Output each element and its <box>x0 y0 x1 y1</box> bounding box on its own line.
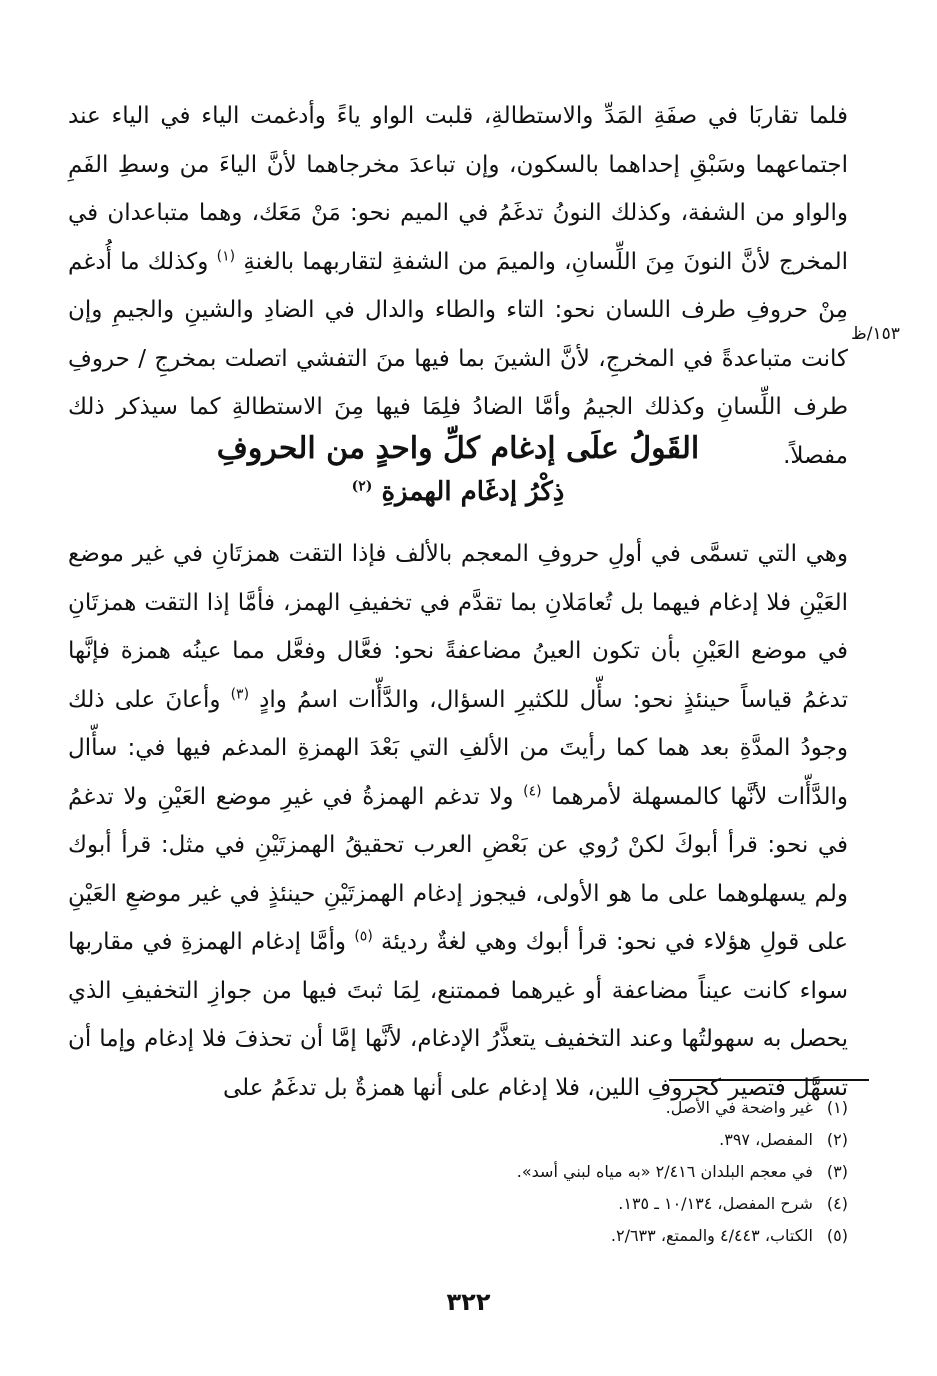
paragraph-1-text-a: فلما تقاربَا في صفَةِ المَدِّ والاستطالةِ، قلبت الواو ياءً وأدغمت الياء في الياء عند اجتماعهما وسَبْقِ إحداهما بالسكون، وإن تباعدَ مخرجاهما لأنَّ الياءَ من وسطِ الفَمِ والواو من الشفة، وكذلك النونُ تدغَمُ في الميم نحو: مَنْ مَعَك، وهما متباعدان في المخرج لأنَّ النونَ مِنَ اللِّسانِ، والميمَ من الشفةِ لتقاربهما بالغنةِ <box>68 103 849 275</box>
heading-sub-text: ذِكْرُ إدغَام الهمزةِ <box>381 477 565 507</box>
footnote-text: شرح المفصل، ١٠/١٣٤ ـ ١٣٥. <box>618 1194 813 1213</box>
footnote-ref-3: (٣) <box>230 685 250 702</box>
footnote-5 <box>68 1220 848 1252</box>
footnotes <box>68 1092 848 1252</box>
footnote-separator <box>669 1079 869 1081</box>
footnote-3 <box>68 1156 848 1188</box>
footnote-ref-2: (٢) <box>351 478 373 495</box>
footnote-2 <box>68 1124 848 1156</box>
footnote-text: المفصل، ٣٩٧. <box>719 1130 813 1149</box>
paragraph-1-text-b: وكذلك ما أُدغم مِنْ حروفِ طرف اللسان نحو: التاء والطاء والدال في الضادِ والشينِ والجيمِ وإن كانت متباعدةً في المخرجِ، لأنَّ الشينَ بما فيها منَ التفشي اتصلت بمخرجِ / حروفِ طرف اللِّسانِ وكذلك الجيمُ وأمَّا الضادُ فلِمَا فيها مِنَ الاستطالةِ كما سيذكر ذلك مفصلاً. <box>68 248 848 469</box>
footnote-4 <box>68 1188 848 1220</box>
footnote-number: (٣) <box>826 1162 848 1181</box>
paragraph-2-text-a: وهي التي تسمَّى في أولِ حروفِ المعجم بالألف فإذا التقت همزتَانِ في غير موضع العَيْنِ فلا إدغام فيهما بل تُعامَلانِ بما تقدَّم في تخفيفِ الهمز، فأمَّا إذا التقت همزتَانِ في موضع العَيْنِ بأن تكون العينُ مضاعفةً نحو: فعَّال وفعَّل مما عينُه همزة فإنَّها تدغمُ قياساً حينئذٍ نحو: سأّل للكثيرِ السؤال، والدَّأّات اسمُ وادٍ <box>68 541 849 713</box>
footnote-1 <box>68 1092 848 1124</box>
footnote-text: في معجم البلدان ٢/٤١٦ «به مياه لبني أسد». <box>516 1162 813 1181</box>
section-heading <box>68 426 848 512</box>
page-number: ٣٢٢ <box>446 1288 491 1316</box>
footnote-number: (١) <box>826 1098 848 1117</box>
heading-main: القَولُ علَى إدغام كلِّ واحدٍ من الحروفِ <box>216 431 700 466</box>
heading-sub <box>68 472 848 512</box>
footnote-text: غير واضحة في الأصل. <box>665 1098 813 1117</box>
paragraph-2-text-c: ولا تدغم الهمزةُ في غيرِ موضع العَيْنِ ولا تدغمُ في نحو: قرأ أبوكَ لكنْ رُوي عن بَعْضِ العرب تحقيقُ الهمزتَيْنِ في مثل: قرأ أبوك ولم يسهلوهما على ما هو الأولى، فيجوز إدغام الهمزتَيْنِ حينئذٍ في غير موضعِ العَيْنِ على قولِ هؤلاء في نحو: قرأ أبوك وهي لغةٌ رديئة <box>68 783 849 955</box>
main-text-block-2 <box>68 530 848 1112</box>
footnote-text: الكتاب، ٤/٤٤٣ والممتع، ٢/٦٣٣. <box>610 1226 813 1245</box>
margin-folio-note: ١٥٣/ظ <box>851 324 900 344</box>
footnote-ref-4: (٤) <box>523 782 542 799</box>
footnote-number: (٤) <box>826 1194 848 1213</box>
footnote-number: (٢) <box>826 1130 848 1149</box>
main-text-block-1 <box>68 92 848 480</box>
footnote-number: (٥) <box>826 1226 848 1245</box>
footnote-ref-1: (١) <box>216 247 236 264</box>
paragraph-2 <box>68 530 848 1112</box>
paragraph-2-text-d: وأمَّا إدغام الهمزةِ في مقاربها سواء كانت عيناً مضاعفة أو غيرهما فممتنع، لِمَا ثبتَ فيها من جوازِ التخفيفِ الذي يحصل به سهولتُها وعند التخفيف يتعذَّرُ الإدغام، لأنَّها إمَّا أن تحذفَ فلا إدغام وإما أن تسهَّل فتصير كحروفِ اللين، فلا إدغام على أنها همزةٌ بل تدغَمُ على <box>68 929 848 1101</box>
paragraph-1 <box>68 92 848 480</box>
paragraph-2-text-b: وأعانَ على ذلك وجودُ المدَّةِ بعد هما كما رأيتَ من الألفِ التي بَعْدَ الهمزةِ المدغم فيها في: سأّال والدَّأّات لأنَّها كالمسهلة لأمرهما <box>68 686 848 810</box>
footnote-ref-5: (٥) <box>354 928 373 945</box>
